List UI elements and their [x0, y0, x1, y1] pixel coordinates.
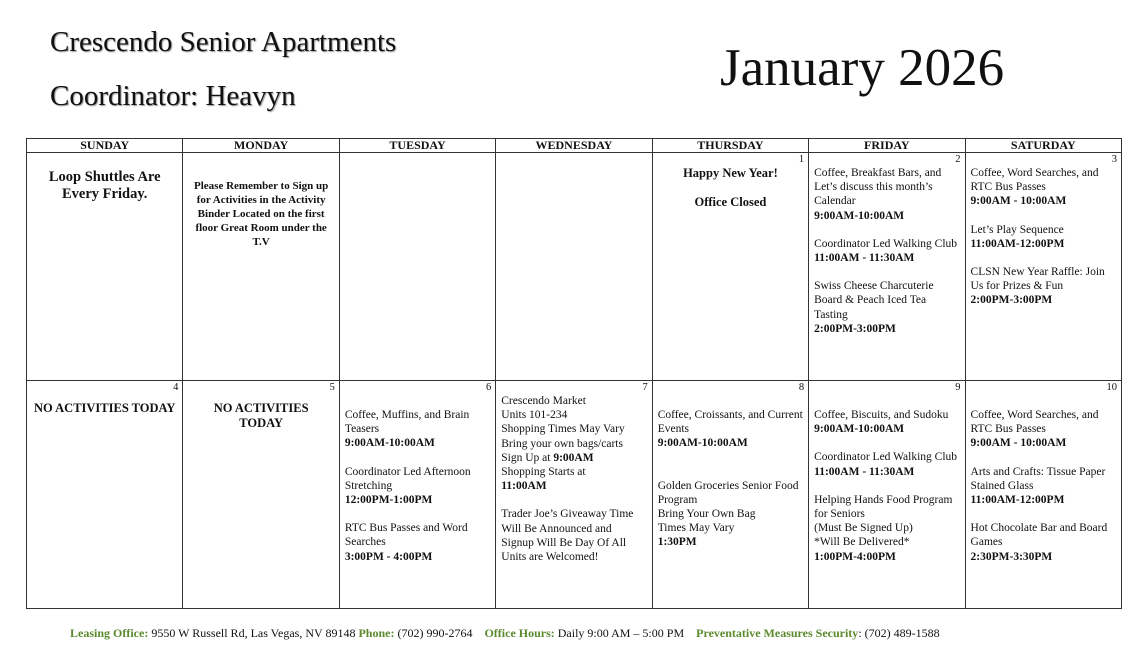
event-title: Coffee, Biscuits, and Sudoku — [814, 409, 949, 421]
weekday-header: SATURDAY — [965, 139, 1121, 153]
day-number: 8 — [798, 382, 805, 393]
market-start-time: 11:00AM — [501, 480, 547, 493]
day-number: 10 — [1106, 382, 1117, 393]
event — [658, 408, 803, 451]
month-title: January 2026 — [720, 39, 1005, 97]
leasing-office-address: 9550 W Russell Rd, Las Vegas, NV 89148 — [151, 626, 356, 640]
phone-label: Phone: — [358, 626, 395, 640]
event-title: Hot Chocolate Bar and Board Games — [970, 522, 1108, 549]
security-phone: : (702) 489-1588 — [858, 626, 940, 640]
event — [814, 450, 959, 478]
day-cell-3 — [965, 153, 1121, 381]
event-note: Times May Vary — [657, 522, 735, 535]
shuttle-note: Loop Shuttles Are Every Friday. — [48, 169, 161, 202]
event — [814, 166, 959, 223]
event-time: 11:00AM - 11:30AM — [814, 465, 915, 478]
event-note: *Will Be Delivered* — [814, 536, 910, 549]
market-bags-note: Bring your own bags/carts — [501, 437, 623, 450]
weekday-header: TUESDAY — [339, 139, 495, 153]
calendar-grid — [26, 138, 1122, 609]
day-cell-empty-sunday — [27, 153, 183, 381]
event-title: Swiss Cheese Charcuterie Board & Peach Iced Tea Tasting — [814, 280, 934, 321]
event-time: 9:00AM-10:00AM — [814, 209, 905, 222]
event-time: 9:00AM - 10:00AM — [970, 195, 1067, 208]
event-time: 11:00AM - 11:30AM — [814, 252, 915, 265]
coordinator-name: Coordinator: Heavyn — [50, 80, 296, 112]
market-title: Crescendo Market — [501, 395, 586, 407]
office-hours-label: Office Hours: — [484, 626, 555, 640]
event-title: Golden Groceries Senior Food Program — [657, 479, 799, 506]
no-activities-note: NO ACTIVITIES TODAY — [33, 401, 176, 415]
event-title: Coordinator Led Afternoon Stretching — [344, 465, 471, 492]
event-time: 2:00PM-3:00PM — [970, 294, 1053, 307]
day-cell-9 — [809, 381, 965, 609]
day-cell-10 — [965, 381, 1121, 609]
event — [814, 237, 959, 265]
event-time: 9:00AM-10:00AM — [657, 437, 748, 450]
event — [971, 408, 1116, 451]
event — [345, 521, 490, 564]
event-time: 2:30PM-3:30PM — [970, 550, 1053, 563]
event-time: 12:00PM-1:00PM — [344, 494, 433, 507]
event-time: 9:00AM - 10:00AM — [970, 437, 1067, 450]
day-cell-5 — [183, 381, 339, 609]
day-number: 9 — [955, 382, 961, 393]
day-number: 6 — [486, 382, 492, 393]
event-note: (Must Be Signed Up) — [814, 522, 913, 535]
event-title: Coffee, Croissants, and Current Events — [657, 409, 803, 436]
event-time: 1:30PM — [657, 536, 697, 549]
weekday-header: FRIDAY — [809, 139, 965, 153]
market-signup-time: 9:00AM — [553, 451, 594, 464]
market-start-label: Shopping Starts at — [501, 466, 586, 479]
day-number: 5 — [329, 382, 335, 393]
phone-number: (702) 990-2764 — [397, 626, 473, 640]
signup-reminder-note: Please Remember to Sign up for Activities in the Activity Binder Located on the first floor Great Room under the T.V — [194, 180, 329, 248]
event-title: Coordinator Led Walking Club — [814, 451, 958, 464]
event — [971, 521, 1116, 564]
event — [814, 493, 959, 564]
day-cell-4 — [27, 381, 183, 609]
event-time: 9:00AM-10:00AM — [344, 437, 435, 450]
no-activities-note: NO ACTIVITIES TODAY — [213, 401, 309, 430]
event-title: Helping Hands Food Program for Seniors — [814, 493, 953, 521]
day-number: 3 — [1111, 154, 1117, 165]
event-note: Bring Your Own Bag — [657, 508, 756, 521]
event-title: Coffee, Muffins, and Brain Teasers — [344, 409, 470, 436]
office-hours-value: Daily 9:00 AM – 5:00 PM — [557, 626, 685, 640]
week-row — [27, 381, 1122, 609]
day-cell-7 — [496, 381, 652, 609]
market-signup-label: Sign Up at — [501, 451, 554, 464]
day-cell-6 — [339, 381, 495, 609]
event — [345, 465, 490, 508]
event-time: 11:00AM-12:00PM — [970, 494, 1065, 507]
event-title: CLSN New Year Raffle: Join Us for Prizes & Fun — [970, 266, 1105, 293]
event-time: 1:00PM-4:00PM — [814, 550, 896, 563]
event — [971, 166, 1116, 209]
event-title: Coffee, Word Searches, and RTC Bus Passes — [970, 167, 1099, 194]
event-title: Coffee, Word Searches, and RTC Bus Passes — [970, 409, 1099, 436]
market-signup-line — [501, 451, 646, 465]
day-cell-1 — [652, 153, 808, 381]
weekday-header: THURSDAY — [652, 139, 808, 153]
event — [971, 465, 1116, 508]
market-units: Units 101-234 — [501, 409, 568, 422]
event — [814, 279, 959, 336]
weekday-header: SUNDAY — [27, 139, 183, 153]
week-row — [27, 153, 1122, 381]
day-cell-empty-tuesday — [339, 153, 495, 381]
day-cell-8 — [652, 381, 808, 609]
market-times-note: Shopping Times May Vary — [501, 423, 625, 436]
market-event — [501, 394, 646, 493]
event — [971, 265, 1116, 308]
event-time: 11:00AM-12:00PM — [970, 237, 1065, 250]
event-title: Coffee, Breakfast Bars, and Let’s discuss this month’s Calendar — [814, 167, 942, 208]
event — [814, 408, 959, 436]
event — [345, 408, 490, 451]
day-number: 1 — [798, 154, 805, 165]
office-closed-note: Office Closed — [694, 195, 767, 209]
leasing-office-label: Leasing Office: — [70, 626, 149, 640]
event-time: 3:00PM - 4:00PM — [344, 550, 433, 563]
security-label: Preventative Measures Security — [696, 626, 859, 640]
weekday-header-row — [27, 139, 1122, 153]
weekday-header: MONDAY — [183, 139, 339, 153]
day-number: 2 — [955, 154, 961, 165]
day-cell-empty-monday — [183, 153, 339, 381]
day-number: 7 — [642, 382, 648, 393]
event — [658, 479, 803, 550]
event-title: RTC Bus Passes and Word Searches — [344, 522, 468, 549]
contact-footer — [70, 626, 940, 641]
day-cell-2 — [809, 153, 965, 381]
event-title: Arts and Crafts: Tissue Paper Stained Glass — [970, 465, 1106, 492]
day-cell-empty-wednesday — [496, 153, 652, 381]
property-name: Crescendo Senior Apartments — [50, 26, 397, 58]
weekday-header: WEDNESDAY — [496, 139, 652, 153]
event — [971, 223, 1116, 251]
event-time: 9:00AM-10:00AM — [814, 423, 905, 436]
day-number: 4 — [173, 382, 179, 393]
event-time: 2:00PM-3:00PM — [814, 322, 896, 335]
holiday-greeting: Happy New Year! — [683, 166, 778, 180]
event-title: Coordinator Led Walking Club — [814, 237, 958, 250]
giveaway-note: Trader Joe’s Giveaway Time Will Be Announced and Signup Will Be Day Of All Units are Welcomed! — [501, 508, 634, 564]
event-title: Let’s Play Sequence — [970, 223, 1064, 236]
